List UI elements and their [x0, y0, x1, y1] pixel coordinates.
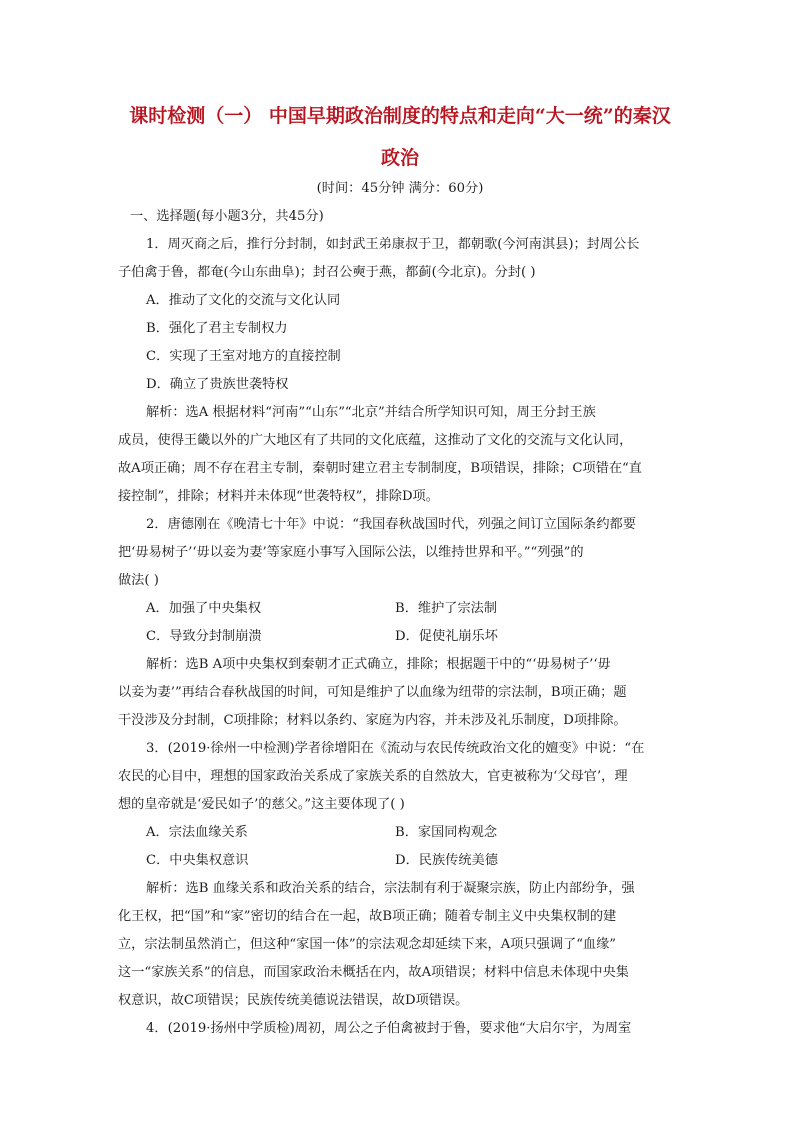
q3-option-d: D．民族传统美德	[395, 853, 498, 868]
q1-stem-1: 1．周灭商之后，推行分封制，如封武王弟康叔于卫，都朝歌(今河南淇县)；封周公长	[146, 237, 640, 252]
q3-option-b: B．家国同构观念	[395, 825, 498, 840]
q2-stem-3: 做法( )	[118, 573, 159, 588]
q1-option-a: A．推动了文化的交流与文化认同	[146, 293, 341, 308]
q3-option-a: A．宗法血缘关系	[146, 825, 248, 840]
q2-stem-1: 2．唐德刚在《晚清七十年》中说：“我国春秋战国时代，列强之间订立国际条约都要	[146, 517, 636, 532]
q3-analysis-2: 化王权，把“国”和“家”密切的结合在一起，故B项正确；随着专制主义中央集权制的建	[118, 909, 617, 924]
q1-option-d: D．确立了贵族世袭特权	[146, 377, 289, 392]
q3-analysis-3: 立，宗法制虽然消亡，但这种“家国一体”的宗法观念却延续下来，A项只强调了“血缘”	[118, 937, 617, 952]
q3-analysis-4: 这一“家族关系”的信息，而国家政治未概括在内，故A项错误；材料中信息未体现中央集	[118, 965, 629, 980]
exam-info: (时间：45分钟 满分：60分)	[316, 181, 484, 196]
q2-option-a: A．加强了中央集权	[146, 601, 262, 616]
q3-stem-3: 想的皇帝就是‘爱民如子’的慈父。”这主要体现了( )	[118, 797, 405, 812]
q4-stem-1: 4．(2019·扬州中学质检)周初，周公之子伯禽被封于鲁，要求他“大启尔宇，为周室	[146, 1021, 632, 1036]
title-line-2: 政治	[380, 147, 419, 169]
section-heading: 一、选择题(每小题3分，共45分)	[130, 209, 324, 224]
q3-option-c: C．中央集权意识	[146, 853, 249, 868]
q1-analysis-2: 成员，使得王畿以外的广大地区有了共同的文化底蕴，这推动了文化的交流与文化认同，	[118, 433, 633, 448]
q2-analysis-2: 以妾为妻’”再结合春秋战国的时间，可知是维护了以血缘为纽带的宗法制，B项正确；题	[118, 685, 627, 700]
q1-option-c: C．实现了王室对地方的直接控制	[146, 349, 341, 364]
q1-analysis-4: 接控制”，排除；材料并未体现“世袭特权”，排除D项。	[118, 489, 439, 504]
q3-analysis-1: 解析：选B 血缘关系和政治关系的结合，宗法制有利于凝聚宗族，防止内部纷争，强	[146, 881, 635, 896]
q1-analysis-1: 解析：选A 根据材料“河南”“山东”“北京”并结合所学知识可知，周王分封王族	[146, 405, 596, 420]
q1-option-b: B．强化了君主专制权力	[146, 321, 288, 336]
q1-stem-2: 子伯禽于鲁，都奄(今山东曲阜)；封召公奭于燕，都蓟(今北京)。分封( )	[118, 265, 536, 280]
q2-option-c: C．导致分封制崩溃	[146, 629, 262, 644]
q3-stem-1: 3．(2019·徐州一中检测)学者徐增阳在《流动与农民传统政治文化的嬗变》中说：“在	[146, 741, 645, 756]
q3-analysis-5: 权意识，故C项错误；民族传统美德说法错误，故D项错误。	[118, 993, 469, 1008]
title-line-1: 课时检测（一） 中国早期政治制度的特点和走向“大一统”的秦汉	[129, 105, 671, 127]
q2-analysis-1: 解析：选B A项中央集权到秦朝才正式确立，排除；根据题干中的“‘毋易树子’‘毋	[146, 657, 611, 672]
q2-option-b: B．维护了宗法制	[395, 601, 498, 616]
q2-analysis-3: 干没涉及分封制，C项排除；材料以条约、家庭为内容，并未涉及礼乐制度，D项排除。	[118, 713, 627, 728]
q1-analysis-3: 故A项正确；周不存在君主专制，秦朝时建立君主专制制度，B项错误，排除；C项错在“直	[118, 461, 642, 476]
q3-stem-2: 农民的心目中，理想的国家政治关系成了家族关系的自然放大，官吏被称为‘父母官’，理	[118, 769, 628, 784]
q2-stem-2: 把‘毋易树子’‘毋以妾为妻’等家庭小事写入国际公法，以维持世界和平。”“列强”的	[118, 545, 584, 560]
q2-option-d: D．促使礼崩乐坏	[395, 629, 498, 644]
